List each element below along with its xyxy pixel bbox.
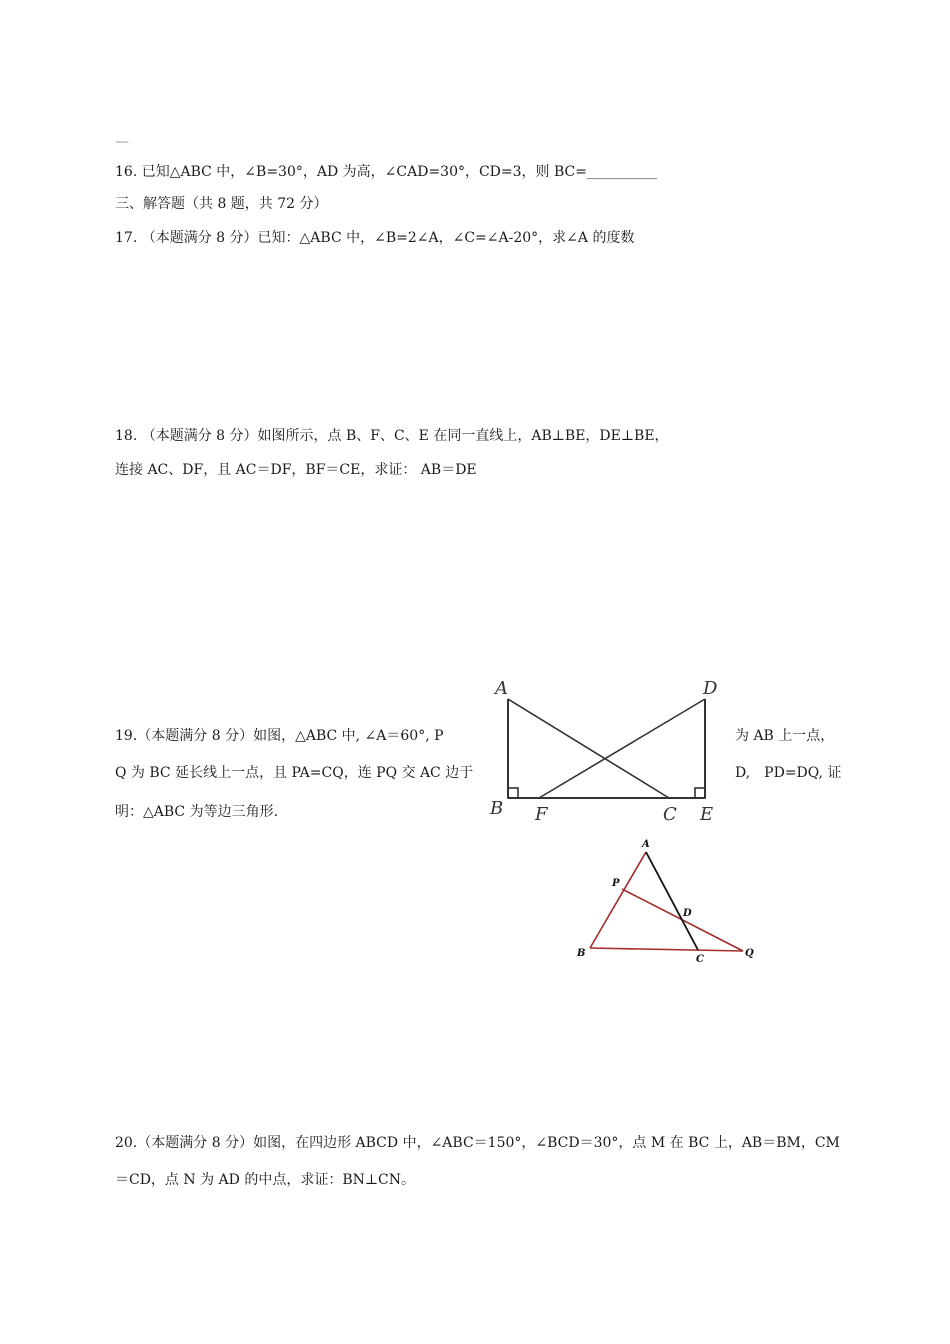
question-20-line1: 20.（本题满分 8 分）如图，在四边形 ABCD 中，∠ABC＝150°，∠BCD＝30°，点 M 在 BC 上，AB＝BM，CM	[115, 1135, 840, 1151]
question-18-line1: 18. （本题满分 8 分）如图所示，点 B、F、C、E 在同一直线上，AB⊥BE，DE⊥BE，	[115, 428, 669, 444]
segment-ab	[590, 852, 646, 948]
label-c: C	[663, 804, 677, 825]
label-d: D	[703, 678, 718, 699]
section-heading-3: 三、解答题（共 8 题，共 72 分）	[115, 196, 328, 212]
question-18-line2: 连接 AC、DF，且 AC＝DF，BF＝CE，求证： AB＝DE	[115, 462, 477, 478]
label-b: B	[490, 798, 504, 819]
label-f: F	[535, 804, 548, 825]
label-a: A	[495, 678, 508, 699]
question-19-line2-right: D, PD=DQ, 证	[735, 765, 842, 781]
question-17: 17. （本题满分 8 分）已知：△ABC 中，∠B=2∠A，∠C=∠A-20°，求∠A 的度数	[115, 230, 635, 246]
question-19-line1-right: 为 AB 上一点，	[735, 728, 835, 744]
segment-df	[539, 699, 705, 798]
label-d: D	[683, 908, 692, 919]
label-p: P	[612, 878, 620, 889]
segment-ac	[646, 852, 698, 950]
right-angle-mark-b	[508, 788, 518, 798]
top-dash: —	[115, 134, 129, 150]
question-19-line1-left: 19.（本题满分 8 分）如图，△ABC 中, ∠A＝60°, P	[115, 728, 444, 744]
segment-ac	[508, 699, 669, 798]
figure-19	[570, 832, 760, 967]
label-e: E	[700, 804, 714, 825]
question-19-line3: 明：△ABC 为等边三角形.	[115, 804, 279, 820]
segment-bq	[590, 948, 743, 951]
label-a: A	[642, 839, 650, 850]
label-b: B	[577, 948, 586, 959]
label-c: C	[696, 954, 704, 965]
question-16: 16. 已知△ABC 中，∠B=30°，AD 为高，∠CAD=30°，CD=3，则 BC=__________	[115, 164, 657, 180]
label-q: Q	[745, 948, 754, 959]
figure-18	[485, 672, 730, 827]
question-20-line2: ＝CD，点 N 为 AD 的中点，求证：BN⊥CN。	[115, 1172, 415, 1188]
right-angle-mark-e	[695, 788, 705, 798]
question-19-line2-left: Q 为 BC 延长线上一点，且 PA=CQ，连 PQ 交 AC 边于	[115, 765, 474, 781]
